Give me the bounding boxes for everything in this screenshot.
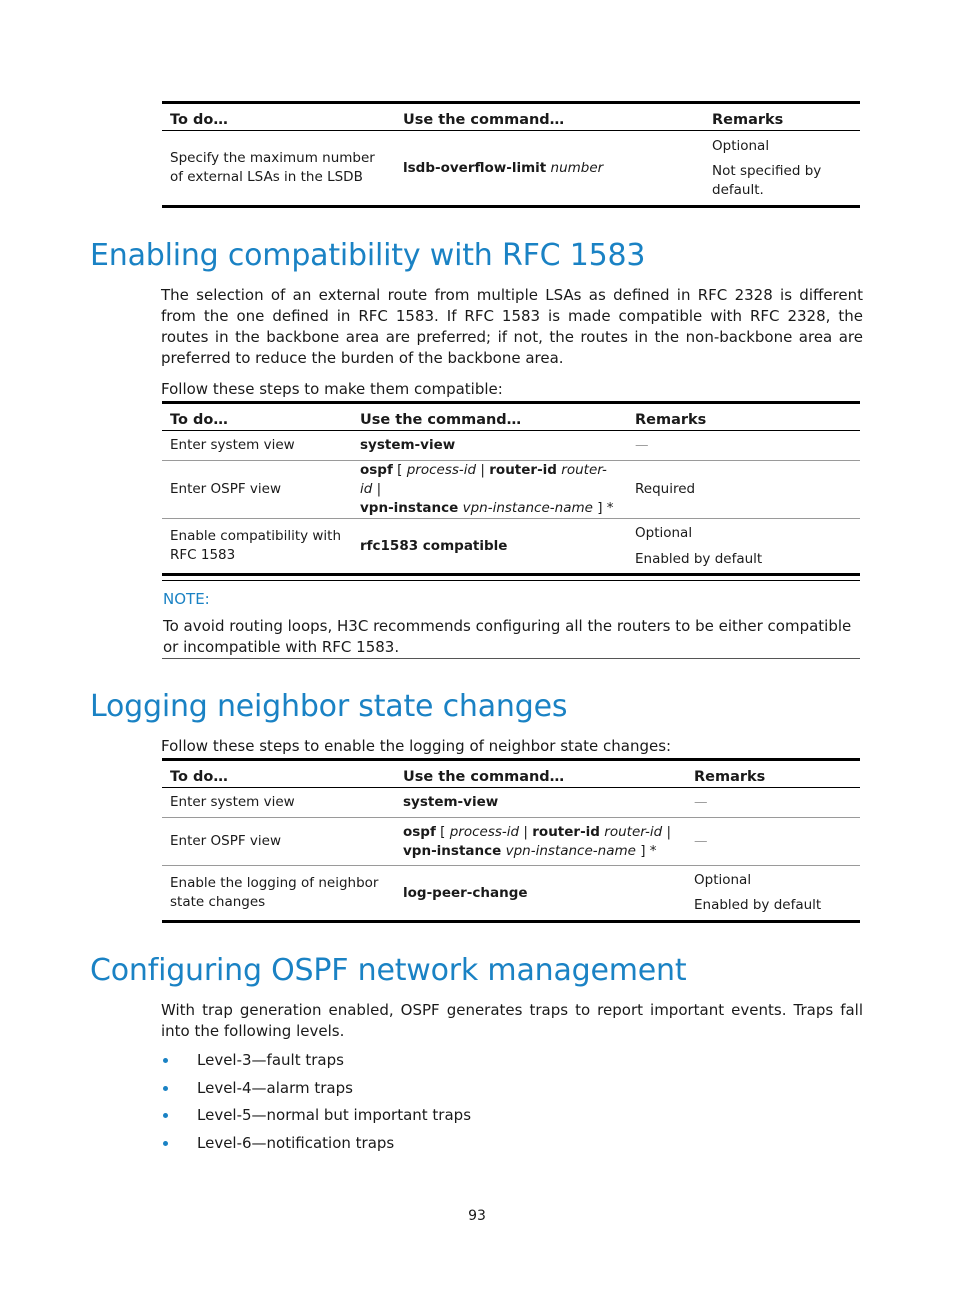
note-top-rule (162, 580, 860, 581)
col-remarks: Remarks (704, 103, 860, 131)
table-row: Enter system view system-view — (162, 788, 860, 818)
note-bottom-rule (162, 658, 860, 659)
section-title-network-mgmt: Configuring OSPF network management (90, 953, 687, 988)
table-row: Enable the logging of neighbor state changes log-peer-change Optional Enabled by default (162, 866, 860, 922)
paragraph: Follow these steps to enable the logging of neighbor state changes: (161, 737, 672, 755)
bullet-icon (163, 1141, 168, 1146)
table-row: Enter OSPF view ospf [ process-id | router-id router-id | vpn-instance vpn-instance-name ] * — (162, 818, 860, 866)
list-item: Level-6—notification traps (161, 1133, 471, 1161)
table-row (162, 131, 860, 207)
col-todo: To do… (162, 103, 395, 131)
col-todo: To do… (162, 403, 352, 431)
table-row: Enter OSPF view ospf [ process-id | router-id router-id | vpn-instance vpn-instance-name ] * Required (162, 461, 860, 519)
table-row: Enter system view system-view — (162, 431, 860, 461)
trap-level-list (161, 1050, 471, 1160)
list-item: Level-4—alarm traps (161, 1078, 471, 1106)
rfc1583-table (162, 401, 860, 576)
list-item: Level-3—fault traps (161, 1050, 471, 1078)
bullet-icon (163, 1113, 168, 1118)
col-remarks: Remarks (627, 403, 860, 431)
section-title-logging: Logging neighbor state changes (90, 689, 568, 724)
remarks-cell: Optional Not specified by default. (704, 131, 860, 207)
paragraph: Follow these steps to make them compatible: (161, 380, 503, 398)
bullet-icon (163, 1086, 168, 1091)
section-title-rfc1583: Enabling compatibility with RFC 1583 (90, 238, 646, 273)
list-item: Level-5—normal but important traps (161, 1105, 471, 1133)
logging-table (162, 758, 860, 923)
col-command: Use the command… (395, 103, 704, 131)
col-command: Use the command… (395, 760, 686, 788)
paragraph: With trap generation enabled, OSPF generates traps to report important events. Traps fall into the following levels. (161, 1001, 863, 1040)
page-number: 93 (468, 1208, 486, 1224)
col-remarks: Remarks (686, 760, 860, 788)
bullet-icon (163, 1058, 168, 1063)
note-text: To avoid routing loops, H3C recommends configuring all the routers to be either compatible or incompatible with RFC 1583. (163, 617, 852, 656)
note-title: NOTE: (163, 590, 210, 608)
table-row: Enable compatibility with RFC 1583 rfc1583 compatible Optional Enabled by default (162, 519, 860, 575)
command-cell: lsdb-overflow-limit number (395, 131, 704, 207)
col-todo: To do… (162, 760, 395, 788)
todo-cell: Specify the maximum number of external LSAs in the LSDB (162, 131, 395, 207)
paragraph: The selection of an external route from multiple LSAs as defined in RFC 2328 is different from the one defined in RFC 1583. If RFC 1583 is made compatible with RFC 2328, the routes in the backbone area are preferred; if not, the routes in the non-backbone area are preferred to reduce the burden of the backbone area. (161, 286, 863, 367)
col-command: Use the command… (352, 403, 627, 431)
lsdb-overflow-table (162, 101, 860, 208)
